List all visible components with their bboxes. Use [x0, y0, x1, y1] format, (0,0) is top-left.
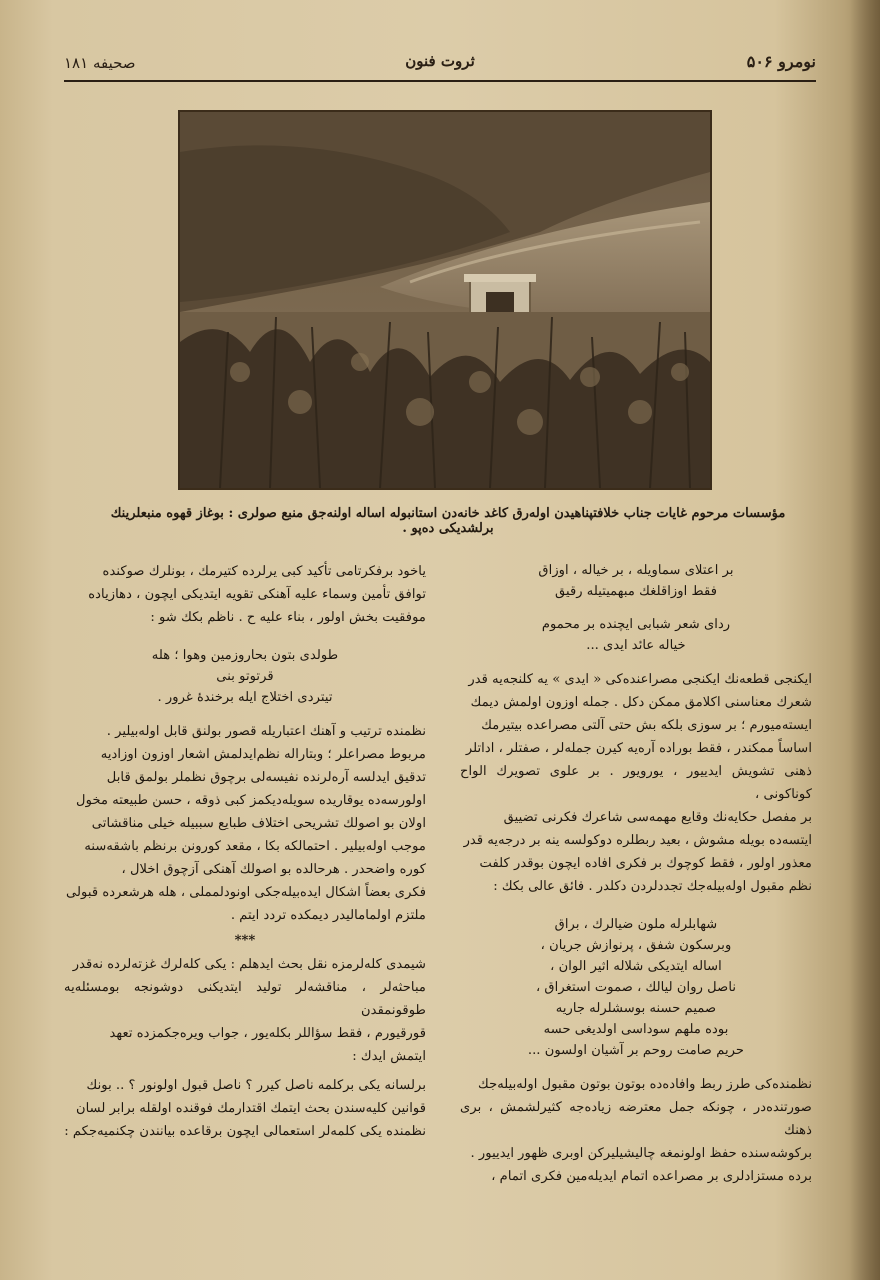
- verse-stanza-1: [460, 560, 812, 602]
- text-line: شعرك معناسنی اکلامق ممکن دکل . جمله اوزون اولمش دیمك: [470, 695, 812, 710]
- quoted-verse: [64, 645, 426, 708]
- paragraph: [64, 953, 426, 1068]
- text-line: ذهنی تشویش ایدییور ، یورویور . بر علوی تصویرك الواح کوناکونی ،: [460, 764, 812, 802]
- text-line: اساساً ممکندر ، فقط بورادە آرەیه کیرن جمله‌لر ، صفتلر ، اداتلر: [465, 741, 812, 756]
- verse-line: حریم صامت روحم بر آشیان اولسون ...: [527, 1043, 745, 1058]
- paragraph: [64, 560, 426, 629]
- verse-line: اساله ایتدیکی شلاله اثیر الوان ،: [550, 959, 722, 974]
- text-line: نظمنده یکی کلمەلر استعمالی ایچون برقاعده بیانندن چکنمیه‌جکم :: [64, 1124, 426, 1139]
- issue-number: نومرو ۵۰۶: [746, 52, 816, 71]
- verse-line: خیاله عائد ایدی ...: [586, 638, 686, 653]
- section-divider: ***: [234, 933, 256, 948]
- text-line: برکوشەسنده حفظ اولونمغه چالیشیلیرکن اوبری ظهور ایدییور .: [470, 1146, 812, 1161]
- verse-line: ردای شعر شبابی ایچنده بر محموم: [541, 617, 731, 632]
- verse-line: فقط اوزاقلغك مبهمیتیله رقیق: [554, 584, 718, 599]
- paragraph: [460, 668, 812, 898]
- photo-illustration: [180, 112, 710, 488]
- verse-line: وبرسکون شفق ، پرنوازش جریان ،: [540, 938, 732, 953]
- right-column: [460, 560, 812, 1194]
- paragraph: [64, 1074, 426, 1143]
- fountain-photograph: [178, 110, 712, 490]
- verse-line: بوده ملهم سوداسی اولدیغی حسه: [543, 1022, 729, 1037]
- text-line: موجب اوله‌بیلیر . احتمالکه بکا ، مقعد کورونن برنظم باشقەسنه: [84, 839, 426, 854]
- paragraph: [460, 1073, 812, 1188]
- text-line: مباحثەلر ، مناقشەلر تولید ایتدیکنی دوشونجه بومسئله‌یه طوقونمقدن: [64, 980, 426, 1018]
- text-line: ایسته‌میورم ؛ بر سوزی بلکه بش حتی آلتی مصراعده بیتیرمك: [481, 718, 812, 733]
- verse-line: بر اعتلای سماویله ، بر خیاله ، اوزاق: [538, 563, 734, 578]
- text-line: شیمدی کلەلرمزه نقل بحث ایدهلم : یکی کلەلرك غزتەلرده نەقدر: [72, 957, 426, 972]
- text-line: اولورسەده یوقاریده سویله‌دیکمز کبی ذوقه ، حسن طبیعته مخول: [76, 793, 426, 808]
- photo-caption: مؤسسات مرحوم غایات جناب خلافتپناهیدن اولەرق کاغد خانەدن استانبوله اساله اولنەجق منبع صولری : بوغاز قهوه منبعلرینك برلشدیکی دەپو .: [110, 506, 786, 536]
- verse-line: تیتردی اختلاج ایله برخندهٔ غرور .: [157, 690, 333, 705]
- text-line: فکری بعضاً اشکال ایده‌بیله‌جکی اونودلمملی ، هله هرشعرده قبولی: [66, 885, 426, 900]
- text-line: برده مستزادلری بر مصراعده اتمام ایدیله‌مین فکری اتمام ،: [491, 1169, 812, 1184]
- text-line: نظمندەکی طرز ربط وافاده‌ده بوتون بوتون مقبول اوله‌بیله‌جك: [477, 1077, 812, 1092]
- journal-title: ثروت فنون: [405, 52, 475, 70]
- header-rule: [64, 80, 816, 82]
- text-line: قورقیورم ، فقط سؤاللر بکله‌یور ، جواب ویره‌جکمزده تعهد: [109, 1026, 426, 1041]
- text-line: نظمنده ترتیب و آهنك اعتباریله قصور بولنق قابل اوله‌بیلیر .: [106, 724, 426, 739]
- paragraph: [64, 720, 426, 927]
- text-line: صورتندەدر ، چونکه جمل معترضه زیادەجه کثیرلشمش ، بری ذهنك: [460, 1100, 812, 1138]
- text-line: اولان بو اصولك تشریحی اختلاف طبایع سببیله خیلی مناقشاتی: [91, 816, 426, 831]
- text-line: ایتسەده بویله مشوش ، بعید ربطلره دوکولسه ینه بر درجەیه قدر: [463, 833, 812, 848]
- verse-line: شهابلرله ملون ضیالرك ، براق: [554, 917, 718, 932]
- verse-line: ناصل روان لیالك ، صموت استغراق ،: [535, 980, 737, 995]
- text-line: توافق تأمین وسماء علیه آهنکی تقویه ایتدیکی ایچون ، دهازیاده: [88, 587, 426, 602]
- verse-line: قرتوتو بنی: [216, 669, 274, 684]
- text-line: موفقیت بخش اولور ، بناء علیه ح . ناظم بکك شو :: [150, 610, 426, 625]
- text-line: ملتزم اولمامالیدر دیمکده تردد ایتم .: [230, 908, 426, 923]
- text-line: بر مفصل حکایەنك وقایع مهمەسی شاعرك فکرنی تضییق: [503, 810, 812, 825]
- verse-stanza-2: [460, 614, 812, 656]
- page-header: [64, 48, 816, 82]
- text-line: مربوط مصراعلر ؛ وبتاراله نظم‌ایدلمش اشعار اوزون اوزادیه: [100, 747, 426, 762]
- text-line: قوانین کلیەسندن بحث ایتمك اقتدارمك فوقنده اولقله برابر لسان: [75, 1101, 426, 1116]
- page-number: صحیفه ۱۸۱: [64, 54, 136, 72]
- text-line: تدقیق ایدلسه آره‌لرنده نفیسه‌لی برچوق نظملر بولمق قابل: [106, 770, 426, 785]
- text-line: برلسانه یکی برکلمه ناصل کیرر ؟ ناصل قبول اولونور ؟ .. بونك: [86, 1078, 426, 1093]
- quoted-poem: [460, 914, 812, 1061]
- text-line: ایکنجی قطعەنك ایکنجی مصراعندەکی « ایدی » یه کلنجەیه قدر: [468, 672, 812, 687]
- book-spine-shadow: [850, 0, 880, 1280]
- text-line: معذور اولور ، فقط کوچوك بر فکری افاده ایچون بوقدر کلفت: [479, 856, 812, 871]
- verse-line: طولدی بتون بحاروزمین وهوا ؛ هله: [151, 648, 339, 663]
- text-line: نظم مقبول اوله‌بیله‌جك تجددلردن دکلدر . فائق عالی بکك :: [493, 879, 812, 894]
- text-line: کوره واضحدر . هرحالده بو اصولك آهنکی آزچوق اخلال ،: [121, 862, 426, 877]
- verse-line: صمیم حسنه بوسشلرله جاریه: [555, 1001, 717, 1016]
- text-line: یاخود برفکرتامی تأکید کبی یرلرده کتیرمك ، بونلرك صوکنده: [102, 564, 426, 579]
- text-line: ایتمش ایدك :: [352, 1049, 426, 1064]
- left-column: [64, 560, 426, 1149]
